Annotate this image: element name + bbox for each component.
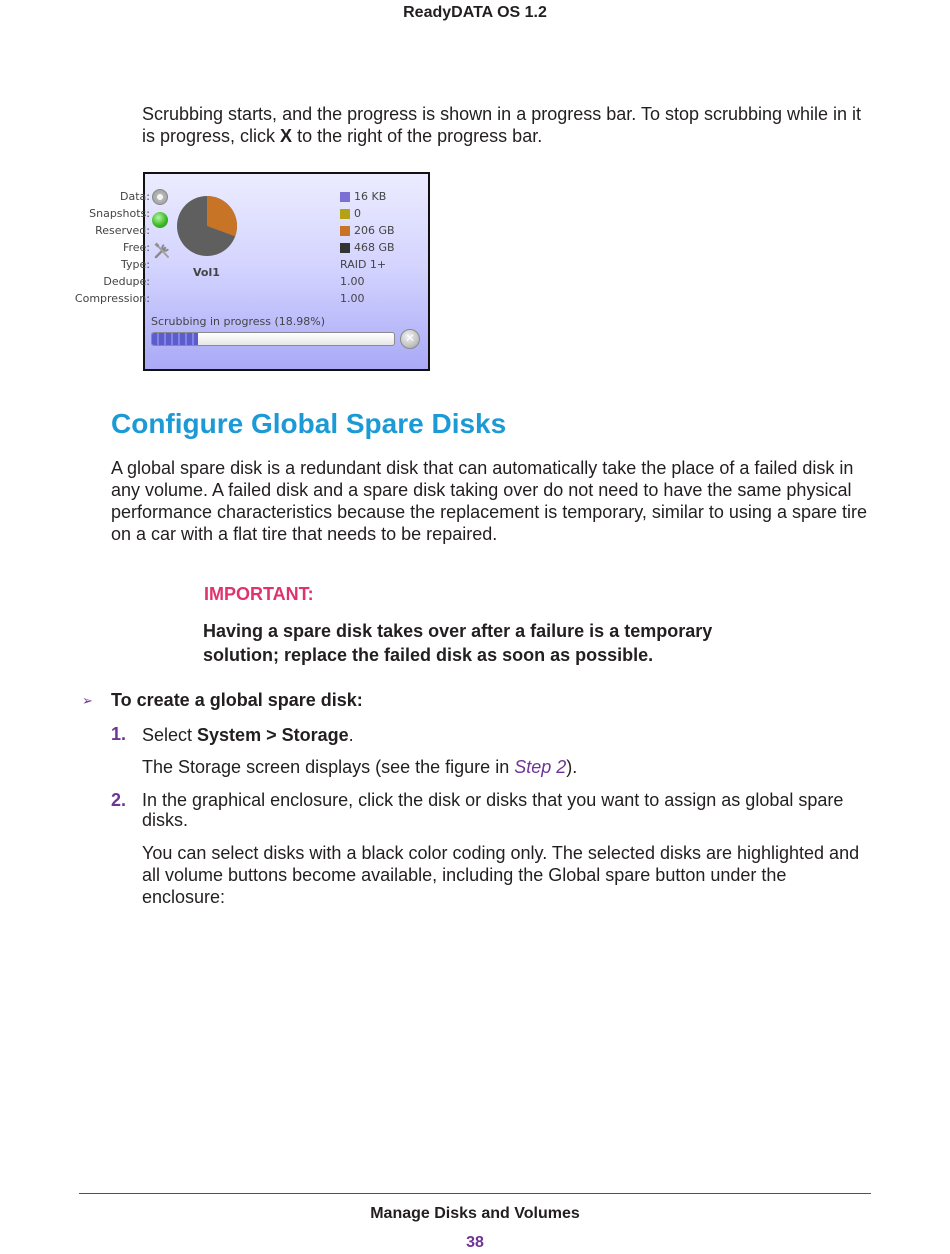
stat-value: 16 KB [354,190,387,203]
step-1-number: 1. [111,724,127,744]
stat-value: 1.00 [340,292,365,305]
stat-value: 468 GB [354,241,395,254]
gear-icon[interactable] [152,189,168,205]
footer-title: Manage Disks and Volumes [370,1205,580,1222]
step-1-text [142,724,354,746]
running-header: ReadyDATA OS 1.2 [403,4,547,21]
scrub-progress-fill [152,333,198,345]
procedure-arrow-icon: ➢ [82,693,93,708]
volume-screenshot-figure [74,172,430,371]
stat-label: Type: [121,258,150,271]
stat-value: 206 GB [354,224,395,237]
free-swatch [340,243,350,253]
intro-bold-x: X [280,126,293,146]
stat-label: Reserved: [95,224,150,237]
stop-scrub-icon[interactable]: ✕ [400,329,420,349]
step-2-number: 2. [111,790,127,810]
intro-paragraph [142,103,872,147]
section-heading: Configure Global Spare Disks [111,408,507,439]
step-2-text: In the graphical enclosure, click the disk or disks that you want to assign as global spare disks. [142,790,844,830]
intro-text-after: to the right of the progress bar. [292,126,543,146]
intro-text-before: Scrubbing starts, and the progress is shown in a progress bar. To stop scrubbing while in it is progress, click [142,104,862,146]
stat-label: Free: [122,241,150,254]
procedure-title: To create a global spare disk: [111,690,363,710]
data-swatch [340,192,350,202]
reserved-swatch [340,226,350,236]
section-body: A global spare disk is a redundant disk that can automatically take the place of a failed disk in any volume. A failed disk and a spare disk taking over do not need to have the same physical performance characteristics because the replacement is temporary, similar to using a spare tire on a car with a flat tire that needs to be repaired. [111,458,867,544]
snapshots-swatch [340,209,350,219]
step-1-menu-separator: > [261,725,282,745]
step-1-text-before: Select [142,725,198,745]
step-2-result: You can select disks with a black color coding only. The selected disks are highlighted and all volume buttons become available, including the Global spare button under the enclosure: [142,843,860,907]
stat-value: 0 [354,207,361,220]
scrub-progress-bar [151,332,395,346]
important-label: IMPORTANT: [204,584,314,604]
footer-rule [79,1193,871,1194]
stat-value: 1.00 [340,275,365,288]
step-1-result-before: The Storage screen displays (see the figure in [142,757,515,777]
volume-name: Vol1 [193,266,220,279]
step-1-menu-system: System [197,725,262,745]
important-text: Having a spare disk takes over after a failure is a temporary solution; replace the failed disk as soon as possible. [203,621,713,665]
stat-label: Snapshots: [89,207,150,220]
stat-label: Compression: [74,292,150,305]
step-1-result [142,756,577,778]
status-online-icon [152,212,168,228]
stat-label: Data: [120,190,150,203]
step-1-text-after: . [348,725,354,745]
step-1-result-after: ). [566,757,578,777]
scrub-progress-label: Scrubbing in progress (18.98%) [151,315,326,328]
volume-usage-pie [175,194,239,258]
stat-value: RAID 1+ [340,258,387,271]
step-1-menu-storage: Storage [281,725,349,745]
tools-icon[interactable] [153,242,171,260]
step-2-link[interactable]: Step 2 [514,757,567,777]
page-number: 38 [466,1234,484,1251]
stat-label: Dedupe: [103,275,150,288]
